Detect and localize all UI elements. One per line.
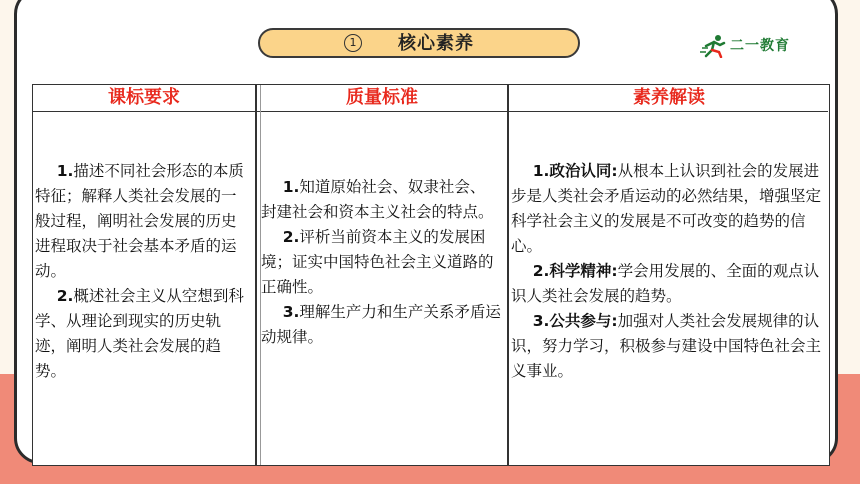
column-divider [507, 85, 509, 465]
list-item: 1.描述不同社会形态的本质特征；解释人类社会发展的一般过程，阐明社会发展的历史进程取决于社会基本矛盾的运动。 [35, 162, 244, 280]
list-item: 2.概述社会主义从空想到科学、从理论到现实的历史轨迹，阐明人类社会发展的趋势。 [35, 287, 244, 380]
column-header-quality: 质量标准 [346, 87, 418, 108]
logo-text: 二一教育 [730, 38, 790, 54]
cell-curriculum [35, 159, 251, 384]
cell-quality [261, 175, 505, 350]
list-item: 1.知道原始社会、奴隶社会、 封建社会和资本主义社会的特点。 [261, 178, 494, 221]
list-item: 1.政治认同:从根本上认识到社会的发展进步是人类社会矛盾运动的必然结果，增强坚定科学社会主义的发展是不可改变的趋势的信心。 [511, 162, 822, 255]
section-title-pill [258, 28, 580, 58]
column-header-literacy: 素养解读 [633, 87, 705, 108]
list-item: 3.公共参与:加强对人类社会发展规律的认识，努力学习，积极参与建设中国特色社会主义事业。 [511, 312, 822, 380]
runner-icon [700, 34, 728, 58]
list-item: 2.科学精神:学会用发展的、全面的观点认识人类社会发展的趋势。 [511, 262, 820, 305]
column-header-curriculum: 课标要求 [108, 87, 180, 108]
brand-logo [700, 34, 820, 58]
list-item: 3.理解生产力和生产关系矛盾运动规律。 [261, 303, 501, 346]
section-title: 核心素养 [398, 33, 474, 54]
standards-table [32, 84, 830, 466]
list-item: 2.评析当前资本主义的发展困境；证实中国特色社会主义道路的正确性。 [261, 228, 494, 296]
cell-literacy [511, 159, 827, 384]
column-divider [255, 85, 257, 465]
section-number-badge: 1 [344, 34, 362, 52]
